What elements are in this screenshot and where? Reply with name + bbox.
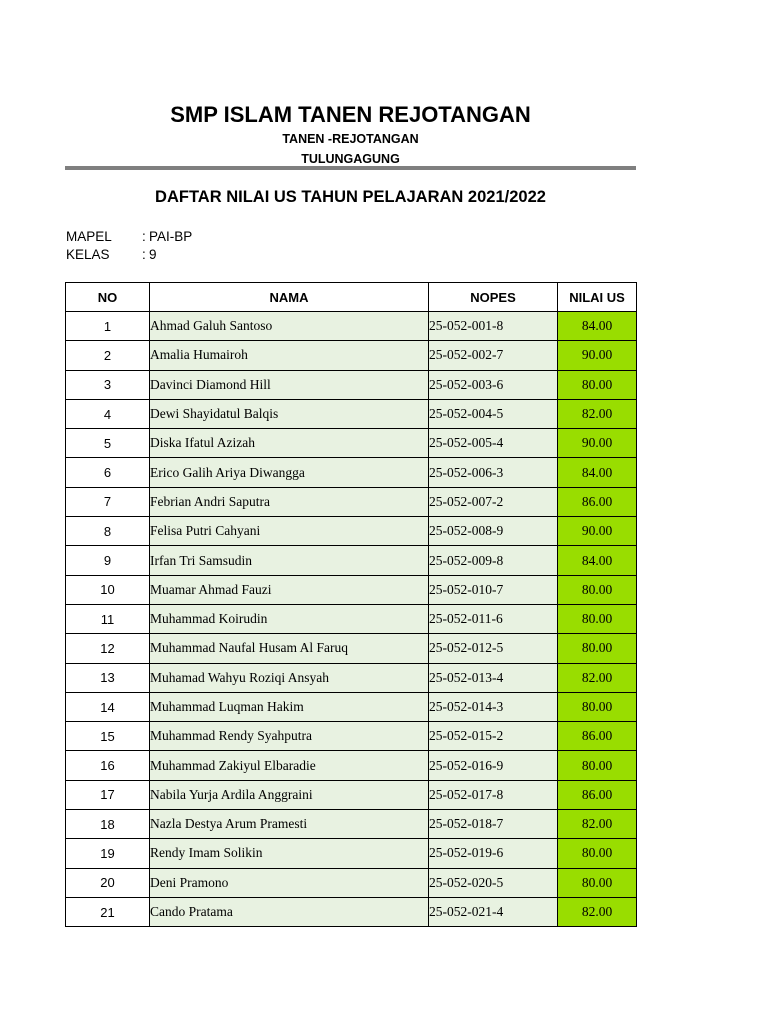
table-row	[66, 780, 637, 809]
student-name: Muhammad Naufal Husam Al Faruq	[150, 634, 429, 663]
score-value: 80.00	[558, 575, 637, 604]
exam-number: 25-052-017-8	[429, 780, 558, 809]
table-header-row	[66, 283, 637, 312]
exam-number: 25-052-016-9	[429, 751, 558, 780]
student-name: Rendy Imam Solikin	[150, 839, 429, 868]
score-value: 86.00	[558, 780, 637, 809]
exam-number: 25-052-002-7	[429, 341, 558, 370]
student-name: Febrian Andri Saputra	[150, 487, 429, 516]
table-row	[66, 897, 637, 926]
table-row	[66, 868, 637, 897]
row-number: 1	[66, 312, 150, 341]
exam-number: 25-052-007-2	[429, 487, 558, 516]
student-name: Diska Ifatul Azizah	[150, 429, 429, 458]
row-number: 2	[66, 341, 150, 370]
score-value: 90.00	[558, 341, 637, 370]
score-value: 86.00	[558, 722, 637, 751]
exam-number: 25-052-001-8	[429, 312, 558, 341]
exam-number: 25-052-018-7	[429, 810, 558, 839]
table-row	[66, 751, 637, 780]
student-name: Nabila Yurja Ardila Anggraini	[150, 780, 429, 809]
student-name: Erico Galih Ariya Diwangga	[150, 458, 429, 487]
row-number: 20	[66, 868, 150, 897]
header-nopes: NOPES	[429, 283, 558, 312]
row-number: 18	[66, 810, 150, 839]
score-value: 80.00	[558, 370, 637, 399]
exam-number: 25-052-021-4	[429, 897, 558, 926]
table-row	[66, 341, 637, 370]
student-name: Deni Pramono	[150, 868, 429, 897]
table-row	[66, 399, 637, 428]
kelas-value: 9	[149, 247, 157, 262]
table-row	[66, 634, 637, 663]
grades-table	[65, 282, 637, 927]
score-value: 82.00	[558, 897, 637, 926]
table-row	[66, 517, 637, 546]
score-value: 84.00	[558, 312, 637, 341]
row-number: 7	[66, 487, 150, 516]
score-value: 90.00	[558, 517, 637, 546]
student-name: Muhammad Koirudin	[150, 604, 429, 633]
score-value: 80.00	[558, 604, 637, 633]
mapel-label: MAPEL	[66, 229, 112, 244]
kelas-label: KELAS	[66, 247, 110, 262]
exam-number: 25-052-015-2	[429, 722, 558, 751]
row-number: 8	[66, 517, 150, 546]
student-name: Irfan Tri Samsudin	[150, 546, 429, 575]
row-number: 16	[66, 751, 150, 780]
score-value: 80.00	[558, 751, 637, 780]
row-number: 5	[66, 429, 150, 458]
table-row	[66, 487, 637, 516]
exam-number: 25-052-004-5	[429, 399, 558, 428]
student-name: Dewi Shayidatul Balqis	[150, 399, 429, 428]
exam-number: 25-052-005-4	[429, 429, 558, 458]
meta-kelas	[66, 246, 157, 263]
student-name: Cando Pratama	[150, 897, 429, 926]
school-city: TULUNGAGUNG	[301, 152, 400, 166]
student-name: Felisa Putri Cahyani	[150, 517, 429, 546]
meta-mapel	[66, 228, 192, 245]
row-number: 19	[66, 839, 150, 868]
table-row	[66, 458, 637, 487]
exam-number: 25-052-013-4	[429, 663, 558, 692]
table-row	[66, 839, 637, 868]
exam-number: 25-052-014-3	[429, 692, 558, 721]
table-row	[66, 663, 637, 692]
header-no: NO	[66, 283, 150, 312]
student-name: Amalia Humairoh	[150, 341, 429, 370]
exam-number: 25-052-010-7	[429, 575, 558, 604]
table-row	[66, 429, 637, 458]
score-value: 86.00	[558, 487, 637, 516]
table-row	[66, 722, 637, 751]
mapel-value: PAI-BP	[149, 229, 193, 244]
score-value: 82.00	[558, 810, 637, 839]
score-value: 90.00	[558, 429, 637, 458]
header-nama: NAMA	[150, 283, 429, 312]
row-number: 12	[66, 634, 150, 663]
row-number: 3	[66, 370, 150, 399]
score-value: 84.00	[558, 546, 637, 575]
exam-number: 25-052-003-6	[429, 370, 558, 399]
score-value: 80.00	[558, 839, 637, 868]
table-row	[66, 546, 637, 575]
student-name: Muhammad Luqman Hakim	[150, 692, 429, 721]
exam-number: 25-052-011-6	[429, 604, 558, 633]
table-row	[66, 312, 637, 341]
header-divider	[65, 166, 636, 170]
school-address: TANEN -REJOTANGAN	[282, 132, 419, 146]
kelas-separator: :	[142, 247, 146, 262]
score-value: 84.00	[558, 458, 637, 487]
document-title: DAFTAR NILAI US TAHUN PELAJARAN 2021/2022	[155, 188, 546, 206]
score-value: 82.00	[558, 399, 637, 428]
student-name: Ahmad Galuh Santoso	[150, 312, 429, 341]
score-value: 80.00	[558, 692, 637, 721]
row-number: 6	[66, 458, 150, 487]
score-value: 82.00	[558, 663, 637, 692]
row-number: 4	[66, 399, 150, 428]
row-number: 21	[66, 897, 150, 926]
exam-number: 25-052-006-3	[429, 458, 558, 487]
score-value: 80.00	[558, 634, 637, 663]
exam-number: 25-052-020-5	[429, 868, 558, 897]
student-name: Davinci Diamond Hill	[150, 370, 429, 399]
row-number: 15	[66, 722, 150, 751]
school-name: SMP ISLAM TANEN REJOTANGAN	[170, 102, 531, 127]
exam-number: 25-052-019-6	[429, 839, 558, 868]
row-number: 13	[66, 663, 150, 692]
row-number: 9	[66, 546, 150, 575]
header-nilai-us: NILAI US	[558, 283, 637, 312]
table-body	[66, 312, 637, 927]
mapel-separator: :	[142, 229, 146, 244]
row-number: 17	[66, 780, 150, 809]
student-name: Nazla Destya Arum Pramesti	[150, 810, 429, 839]
row-number: 14	[66, 692, 150, 721]
exam-number: 25-052-009-8	[429, 546, 558, 575]
student-name: Muhammad Rendy Syahputra	[150, 722, 429, 751]
student-name: Muhammad Zakiyul Elbaradie	[150, 751, 429, 780]
table-row	[66, 692, 637, 721]
exam-number: 25-052-012-5	[429, 634, 558, 663]
exam-number: 25-052-008-9	[429, 517, 558, 546]
table-row	[66, 604, 637, 633]
student-name: Muamar Ahmad Fauzi	[150, 575, 429, 604]
student-name: Muhamad Wahyu Roziqi Ansyah	[150, 663, 429, 692]
row-number: 10	[66, 575, 150, 604]
table-row	[66, 575, 637, 604]
table-row	[66, 810, 637, 839]
score-value: 80.00	[558, 868, 637, 897]
table-row	[66, 370, 637, 399]
row-number: 11	[66, 604, 150, 633]
